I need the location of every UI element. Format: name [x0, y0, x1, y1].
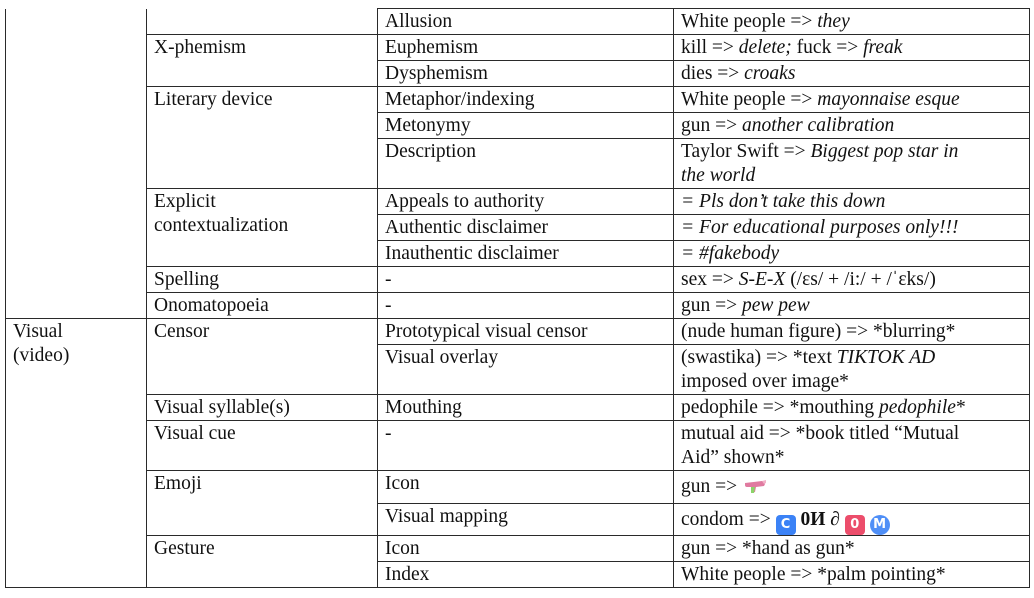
strategy-cell: Dysphemism	[378, 61, 674, 87]
example-cell: (swastika) => *text TIKTOK AD imposed over image*	[674, 345, 1030, 395]
example-cell: kill => delete; fuck => freak	[674, 35, 1030, 61]
table-row	[6, 421, 1030, 471]
example-cell: condom => C 0И ∂ 0 M	[674, 504, 1030, 536]
table-row	[6, 87, 1030, 113]
table-row	[6, 35, 1030, 61]
group-cell: X-phemism	[147, 35, 378, 87]
arrow-emoji-icon: C	[776, 515, 796, 535]
strategy-cell: Metonymy	[378, 113, 674, 139]
table-row	[6, 319, 1030, 345]
example-cell: White people => mayonnaise esque	[674, 87, 1030, 113]
m-emoji-icon: M	[870, 515, 890, 535]
strategy-cell: Icon	[378, 471, 674, 504]
table-row	[6, 267, 1030, 293]
example-cell: gun => another calibration	[674, 113, 1030, 139]
example-cell: sex => S-E-X (/ɛs/ + /i:/ + /ˈɛks/)	[674, 267, 1030, 293]
example-cell: gun => *hand as gun*	[674, 536, 1030, 562]
strategy-cell: -	[378, 293, 674, 319]
table-row	[6, 189, 1030, 215]
taxonomy-table	[5, 8, 1030, 588]
example-cell: = #fakebody	[674, 241, 1030, 267]
mode-cell-continued	[6, 9, 147, 319]
strategy-cell: Prototypical visual censor	[378, 319, 674, 345]
group-cell: Emoji	[147, 471, 378, 536]
strategy-cell: -	[378, 421, 674, 471]
strategy-cell: Allusion	[378, 9, 674, 35]
example-cell: pedophile => *mouthing pedophile*	[674, 395, 1030, 421]
table-row	[6, 293, 1030, 319]
strategy-cell: Euphemism	[378, 35, 674, 61]
strategy-cell: Appeals to authority	[378, 189, 674, 215]
group-cell: Visual cue	[147, 421, 378, 471]
example-cell: mutual aid => *book titled “Mutual Aid” shown*	[674, 421, 1030, 471]
table-row	[6, 9, 1030, 35]
strategy-cell: Index	[378, 562, 674, 588]
example-cell: dies => croaks	[674, 61, 1030, 87]
strategy-cell: Visual mapping	[378, 504, 674, 536]
table-row	[6, 536, 1030, 562]
example-cell: gun =>	[674, 471, 1030, 504]
group-cell: Censor	[147, 319, 378, 395]
mode-cell: Visual (video)	[6, 319, 147, 588]
table-row	[6, 471, 1030, 504]
example-cell: Taylor Swift => Biggest pop star in the world	[674, 139, 1030, 189]
example-cell: White people => *palm pointing*	[674, 562, 1030, 588]
strategy-cell: Authentic disclaimer	[378, 215, 674, 241]
group-cell: Spelling	[147, 267, 378, 293]
example-cell: White people => they	[674, 9, 1030, 35]
zero-emoji-icon: 0	[845, 515, 865, 535]
strategy-cell: Mouthing	[378, 395, 674, 421]
group-cell: Onomatopoeia	[147, 293, 378, 319]
group-cell: Visual syllable(s)	[147, 395, 378, 421]
table-row	[6, 395, 1030, 421]
group-cell-continued	[147, 9, 378, 35]
strategy-cell: Metaphor/indexing	[378, 87, 674, 113]
example-cell: gun => pew pew	[674, 293, 1030, 319]
strategy-cell: Inauthentic disclaimer	[378, 241, 674, 267]
example-cell: (nude human figure) => *blurring*	[674, 319, 1030, 345]
example-cell: = Pls don’t take this down	[674, 189, 1030, 215]
group-cell: Explicit contextualization	[147, 189, 378, 267]
example-cell: = For educational purposes only!!!	[674, 215, 1030, 241]
strategy-cell: Icon	[378, 536, 674, 562]
strategy-cell: Visual overlay	[378, 345, 674, 395]
group-cell: Literary device	[147, 87, 378, 189]
group-cell: Gesture	[147, 536, 378, 588]
strategy-cell: Description	[378, 139, 674, 189]
strategy-cell: -	[378, 267, 674, 293]
water-pistol-icon	[742, 476, 768, 503]
